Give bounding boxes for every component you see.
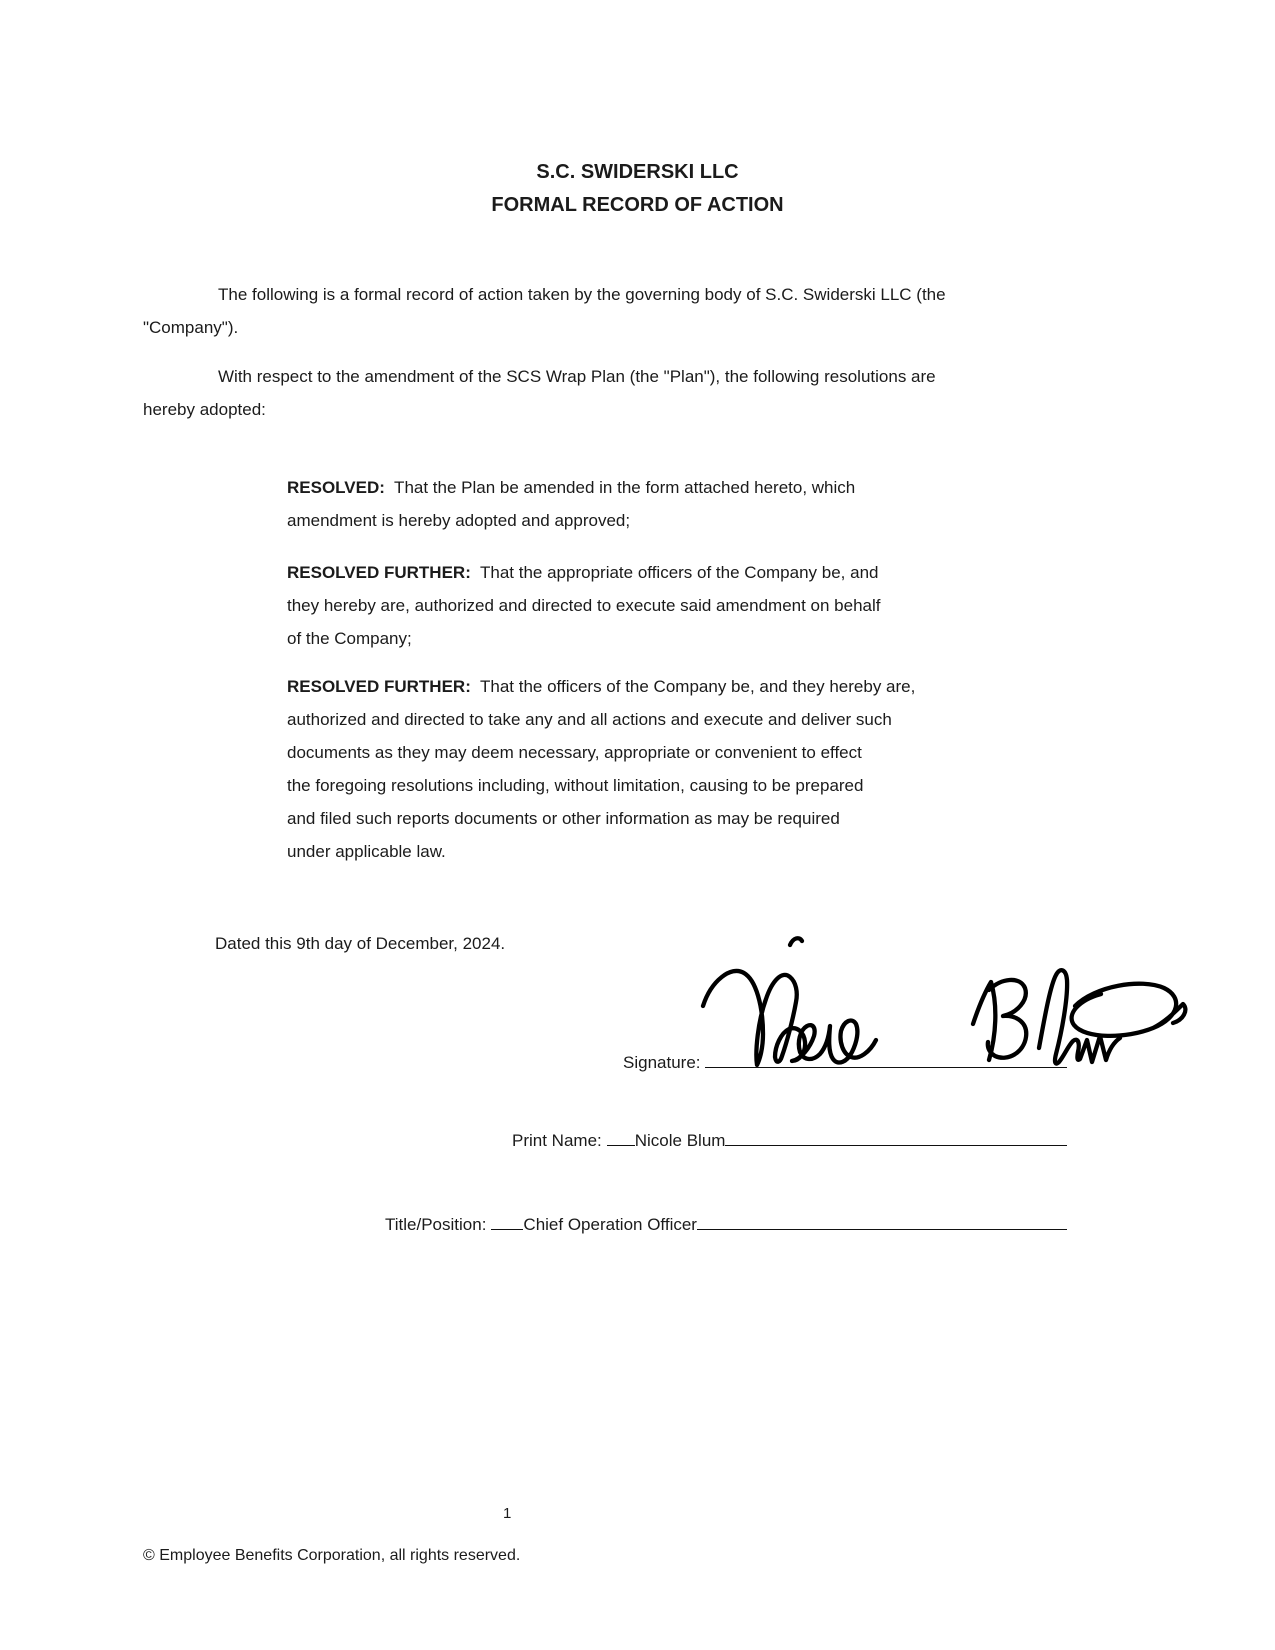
resolution-line: documents as they may deem necessary, appropriate or convenient to effect xyxy=(287,743,862,762)
intro-paragraph-2 xyxy=(143,360,936,426)
resolution-label: RESOLVED: xyxy=(287,478,385,497)
resolution-2 xyxy=(287,556,881,655)
paragraph-line: "Company"). xyxy=(143,318,239,337)
signature-stroke-b xyxy=(973,980,1026,1060)
resolution-line: and filed such reports documents or other information as may be required xyxy=(287,809,840,828)
resolution-3 xyxy=(287,670,915,868)
print-name-row xyxy=(512,1124,1067,1157)
resolution-line: of the Company; xyxy=(287,629,412,648)
print-name-gap-line xyxy=(607,1125,635,1146)
handwritten-signature xyxy=(683,926,1193,1078)
title-line-1: S.C. SWIDERSKI LLC xyxy=(536,161,739,183)
resolution-text: That the appropriate officers of the Company be, and xyxy=(470,563,879,582)
resolution-line: the foregoing resolutions including, without limitation, causing to be prepared xyxy=(287,776,864,795)
title-position-gap-line xyxy=(491,1209,523,1230)
paragraph-line: The following is a formal record of action taken by the governing body of S.C. Swiderski LLC (the xyxy=(218,285,946,304)
print-name-label: Print Name: xyxy=(512,1131,602,1150)
resolution-1 xyxy=(287,471,855,537)
resolution-text: That the officers of the Company be, and they hereby are, xyxy=(470,677,916,696)
footer-copyright: © Employee Benefits Corporation, all rights reserved. xyxy=(143,1547,521,1564)
paragraph-line: With respect to the amendment of the SCS Wrap Plan (the "Plan"), the following resolutions are xyxy=(218,367,936,386)
dated-line: Dated this 9th day of December, 2024. xyxy=(215,934,506,953)
title-position-label: Title/Position: xyxy=(385,1215,487,1234)
resolution-text: That the Plan be amended in the form attached hereto, which xyxy=(384,478,856,497)
print-name-line xyxy=(725,1125,1067,1146)
title-position-line xyxy=(697,1209,1067,1230)
title-position-row xyxy=(385,1208,1067,1241)
signature-label: Signature: xyxy=(623,1053,701,1072)
resolution-label: RESOLVED FURTHER: xyxy=(287,563,471,582)
signature-stroke-nicole xyxy=(703,971,876,1065)
resolution-line: they hereby are, authorized and directed to execute said amendment on behalf xyxy=(287,596,881,615)
page-number: 1 xyxy=(503,1505,512,1522)
resolution-first-line xyxy=(287,471,855,504)
resolution-line: under applicable law. xyxy=(287,842,446,861)
signature-stroke-flourish xyxy=(1072,984,1186,1036)
resolution-line: amendment is hereby adopted and approved; xyxy=(287,511,631,530)
document-title xyxy=(0,156,1275,222)
signature-stroke-accent xyxy=(790,938,802,945)
signature-stroke-lum xyxy=(1039,970,1120,1063)
resolution-line: authorized and directed to take any and all actions and execute and deliver such xyxy=(287,710,892,729)
title-position-value: Chief Operation Officer xyxy=(523,1215,697,1234)
resolution-label: RESOLVED FURTHER: xyxy=(287,677,471,696)
title-line-2: FORMAL RECORD OF ACTION xyxy=(491,194,784,216)
intro-paragraph-1 xyxy=(143,278,946,344)
resolution-first-line xyxy=(287,556,881,589)
print-name-value: Nicole Blum xyxy=(634,1131,726,1150)
paragraph-line: hereby adopted: xyxy=(143,400,266,419)
resolution-first-line xyxy=(287,670,915,703)
